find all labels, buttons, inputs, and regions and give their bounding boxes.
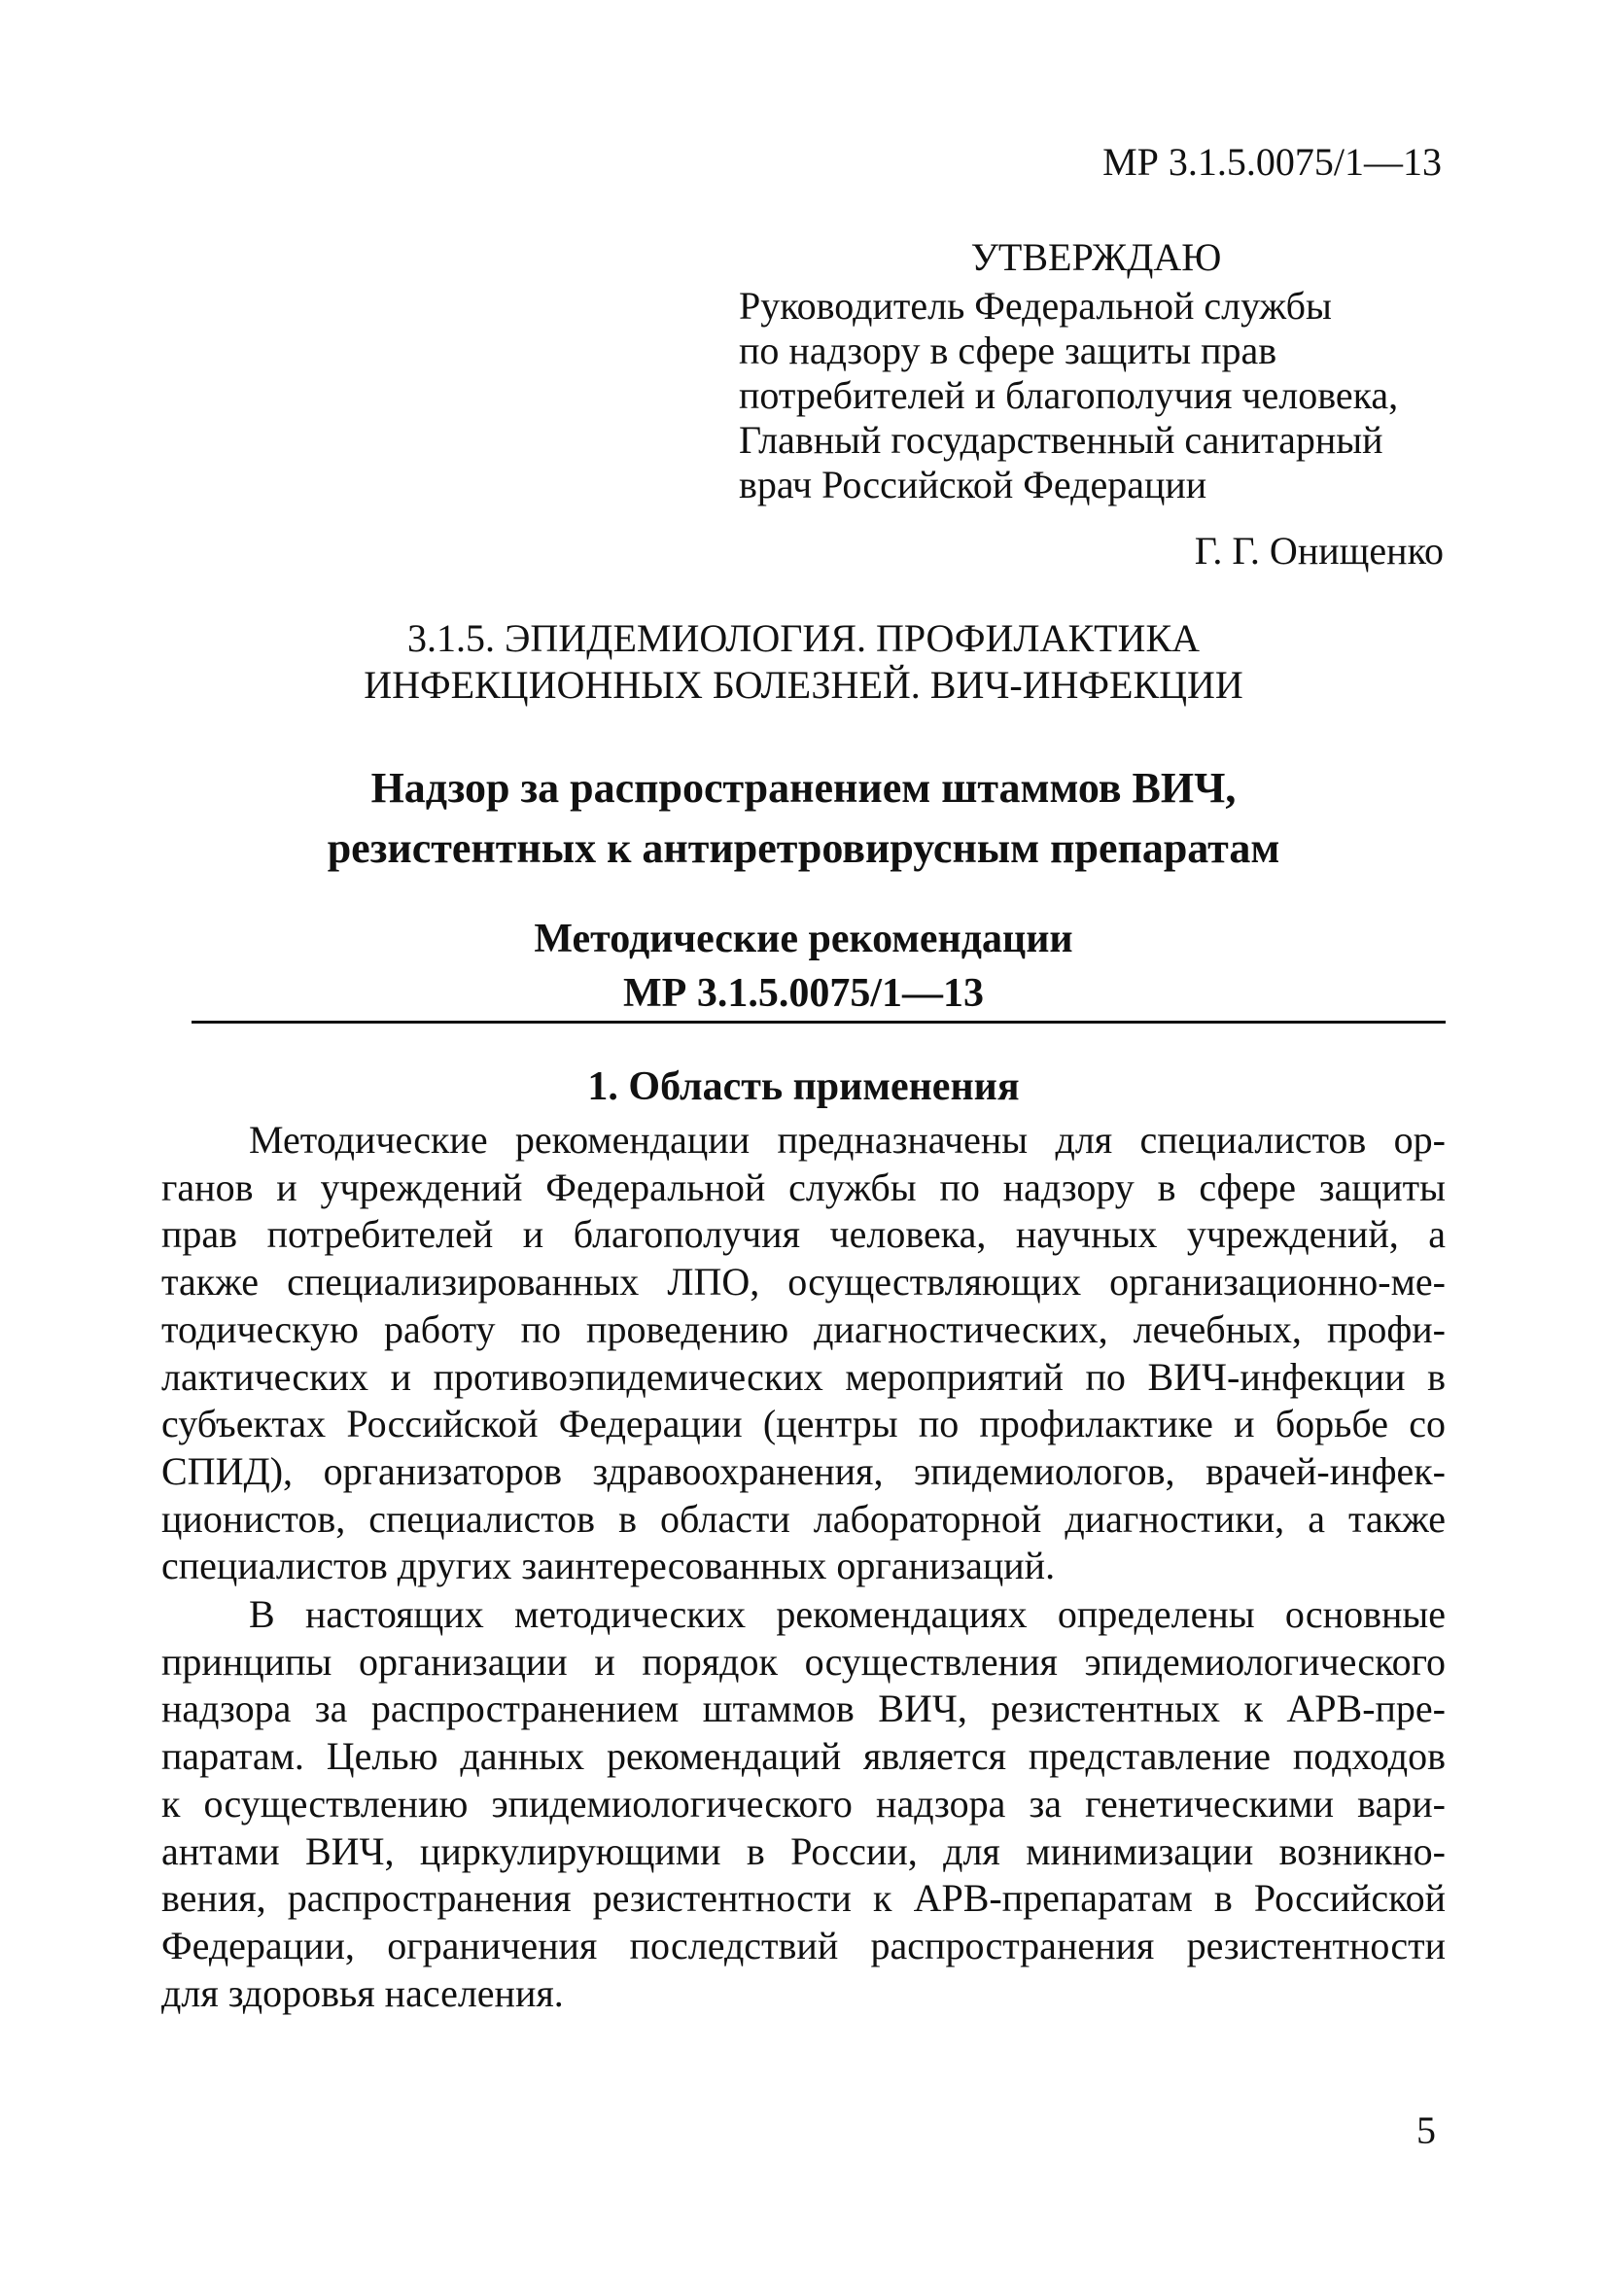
text-line: принципы организации и порядок осуществления эпидемиологического [161,1639,1446,1684]
approval-line: врач Российской Федерации [739,463,1207,506]
category-line: 3.1.5. ЭПИДЕМИОЛОГИЯ. ПРОФИЛАКТИКА [406,616,1201,660]
approval-signatory: Г. Г. Онищенко [1194,529,1444,573]
category-line: ИНФЕКЦИОННЫХ БОЛЕЗНЕЙ. ВИЧ-ИНФЕКЦИИ [364,663,1243,707]
text-line: специалистов других заинтересованных организаций. [161,1544,1056,1588]
title-line: резистентных к антиретровирусным препаратам [327,824,1280,872]
approval-line: по надзору в сфере защиты прав [739,329,1277,372]
text-line: для здоровья населения. [161,1970,564,2015]
text-line: паратам. Целью данных рекомендаций является представление подходов [161,1734,1446,1779]
approval-heading: УТВЕРЖДАЮ [970,235,1222,279]
text-line: антами ВИЧ, циркулирующими в России, для минимизации возникно- [161,1828,1446,1873]
subtitle-line: МР 3.1.5.0075/1—13 [623,971,984,1016]
approval-line: Руководитель Федеральной службы [739,284,1332,328]
page-number: 5 [1416,2108,1436,2152]
approval-line: Главный государственный санитарный [739,418,1383,462]
text-line: субъектах Российской Федерации (центры по профилактике и борьбе со [161,1402,1446,1446]
body-text [161,1117,1446,2017]
paragraph-2 [161,1591,1446,2017]
document-subtitle [165,912,1442,1021]
document-code-header: МР 3.1.5.0075/1—13 [1102,140,1442,184]
text-line: лактических и противоэпидемических мероприятий по ВИЧ-инфекции в [161,1354,1446,1399]
horizontal-rule [192,1021,1446,1024]
paragraph-1 [161,1117,1446,1590]
title-line: Надзор за распространением штаммов ВИЧ, [370,764,1237,812]
text-line: также специализированных ЛПО, осуществляющих организационно-ме- [161,1260,1446,1305]
section-heading: 1. Область применения [587,1064,1020,1109]
text-line: к осуществлению эпидемиологического надзора за генетическими вари- [161,1781,1446,1826]
category-heading [165,615,1442,709]
text-line: ционистов, специалистов в области лабораторной диагностики, а также [161,1496,1446,1541]
subtitle-line: Методические рекомендации [534,917,1073,961]
approval-line: потребителей и благополучия человека, [739,373,1399,417]
text-line: надзора за распространением штаммов ВИЧ, резистентных к АРВ-пре- [161,1687,1446,1731]
document-title [165,758,1442,879]
text-line: тодическую работу по проведению диагностических, лечебных, профи- [161,1306,1446,1351]
text-line: прав потребителей и благополучия человека, научных учреждений, а [161,1212,1446,1257]
approval-block [739,231,1444,574]
text-line: Методические рекомендации предназначены для специалистов ор- [249,1118,1446,1162]
text-line: Федерации, ограничения последствий распространения резистентности [161,1923,1446,1967]
text-line: ганов и учреждений Федеральной службы по надзору в сфере защиты [161,1165,1446,1209]
text-line: СПИД), организаторов здравоохранения, эпидемиологов, врачей-инфек- [161,1448,1446,1493]
text-line: В настоящих методических рекомендациях определены основные [249,1592,1446,1637]
text-line: вения, распространения резистентности к АРВ-препаратам в Российской [161,1876,1446,1921]
